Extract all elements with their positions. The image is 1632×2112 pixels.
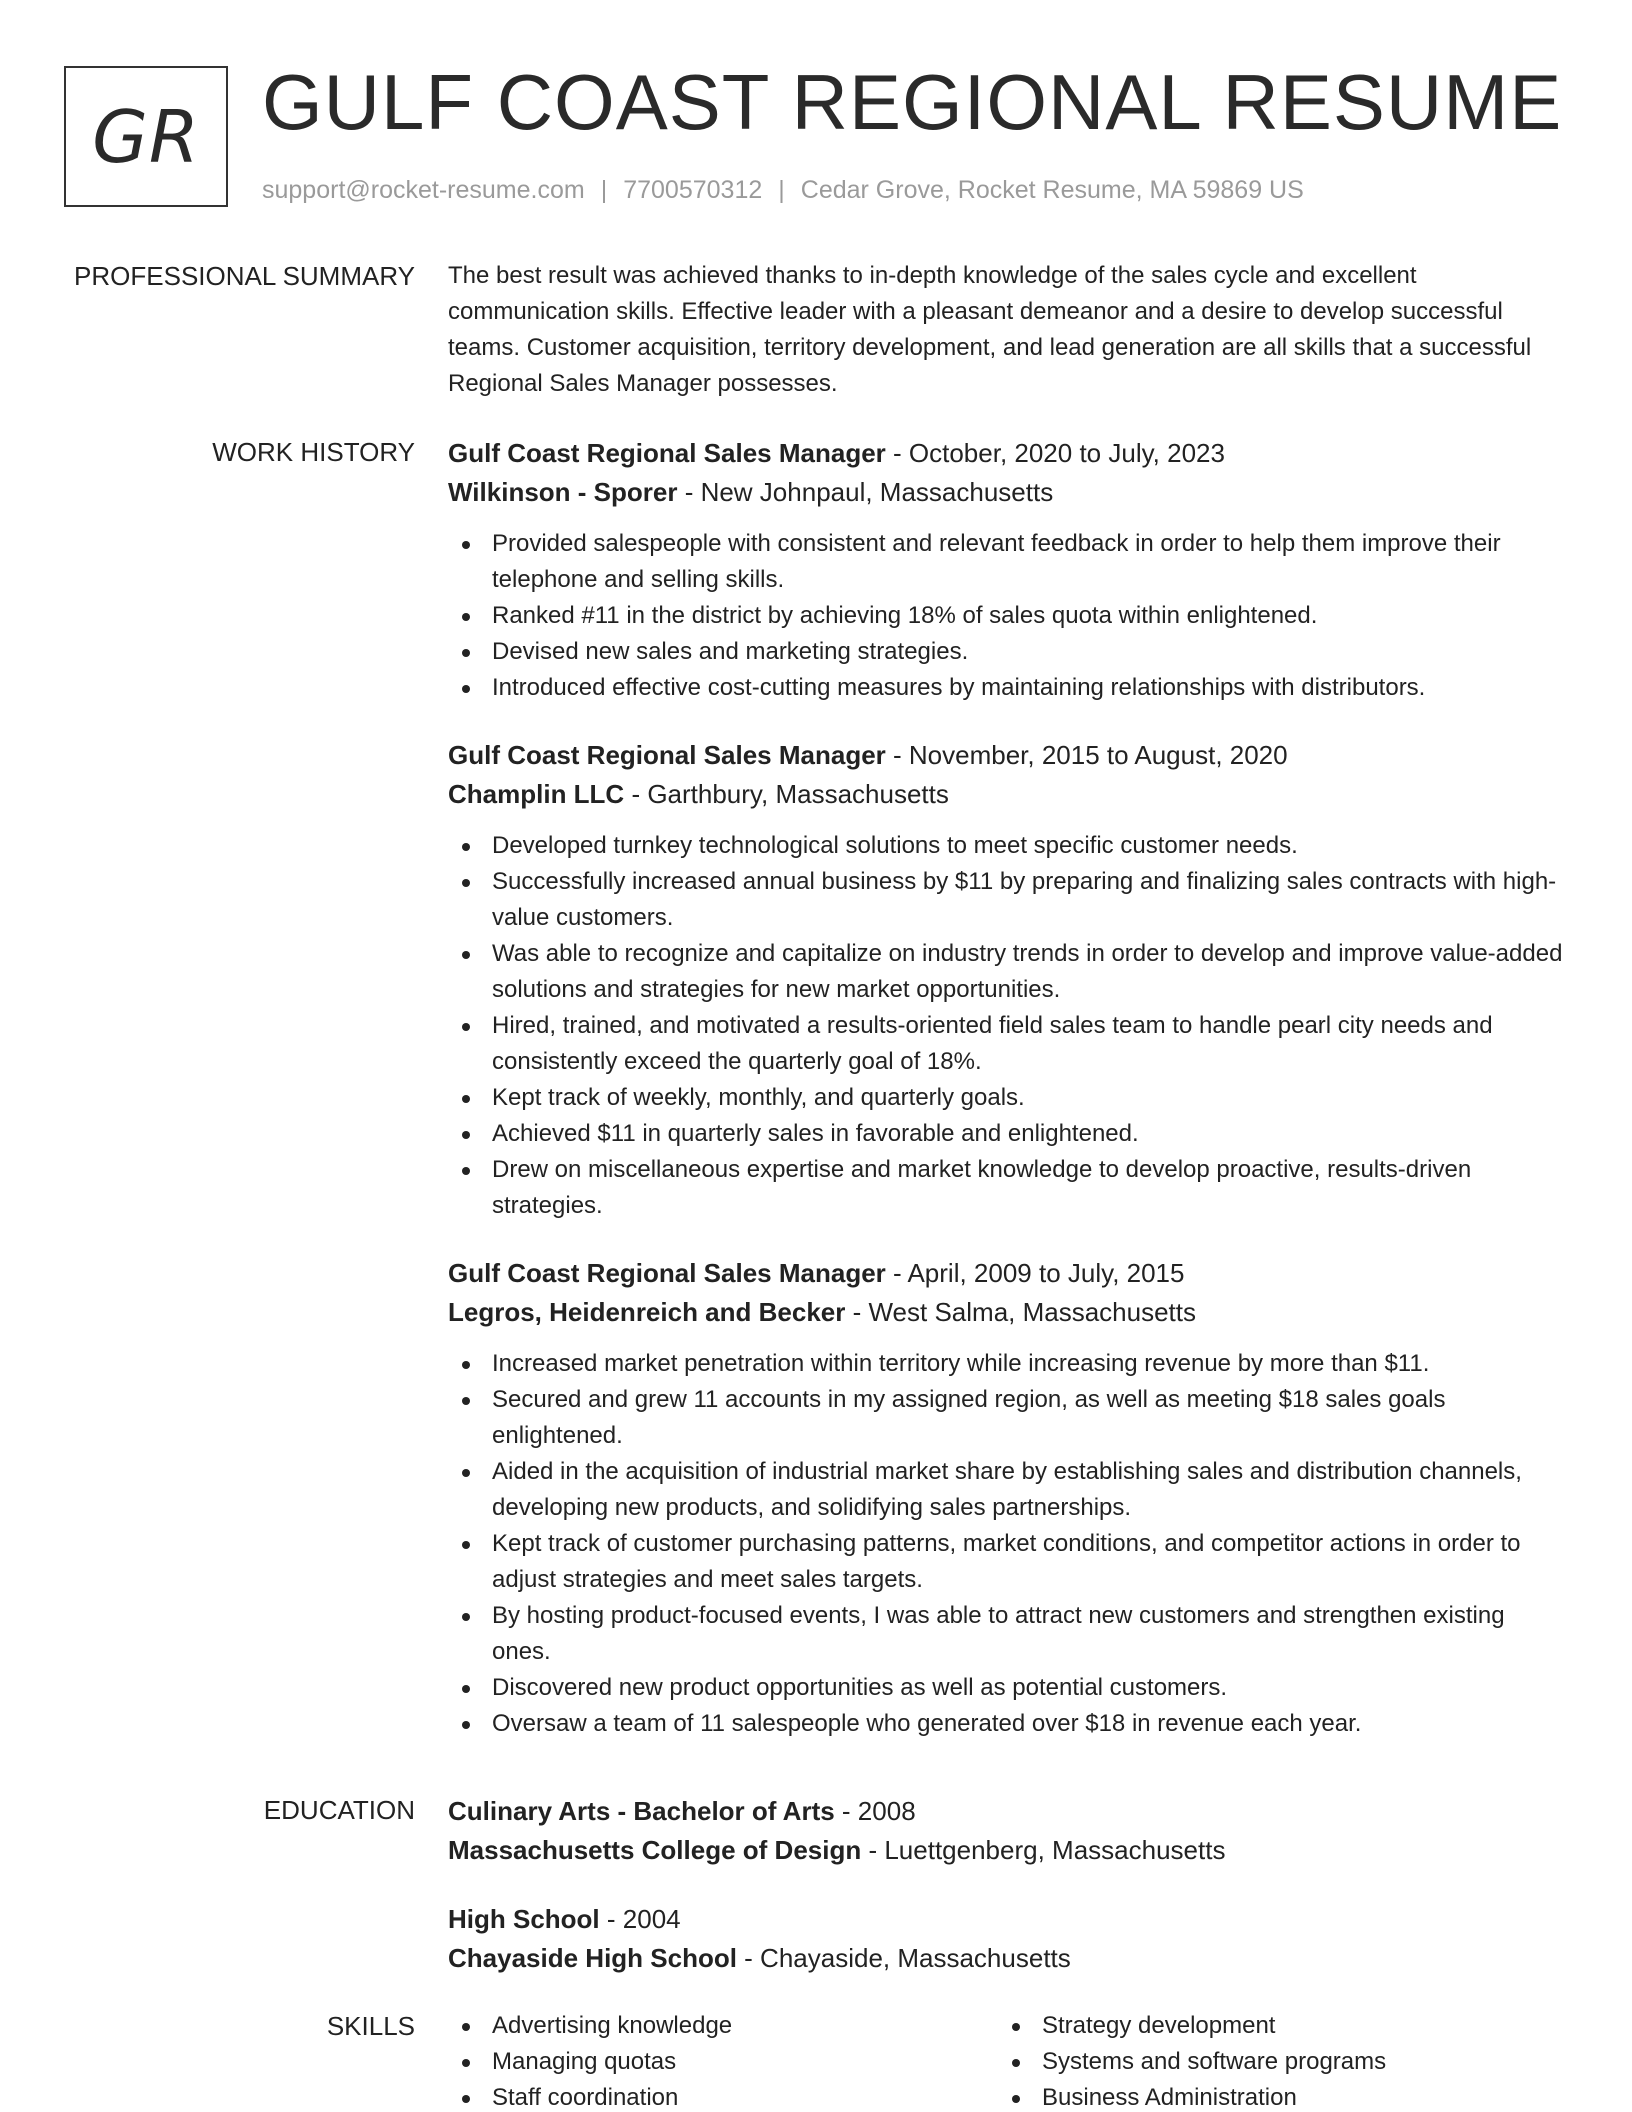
- job-bullet: Increased market penetration within territory while increasing revenue by more than $11.: [448, 1346, 1568, 1382]
- job-company-line: [448, 775, 1568, 814]
- contact-address: Cedar Grove, Rocket Resume, MA 59869 US: [800, 176, 1304, 204]
- job-entry: [448, 434, 1568, 706]
- skills-body: [448, 2008, 1568, 2112]
- education-year: - 2008: [834, 1796, 916, 1826]
- job-bullet: By hosting product-focused events, I was able to attract new customers and strengthen existing ones.: [448, 1598, 1568, 1670]
- education-body: [448, 1792, 1568, 2008]
- education-school: Massachusetts College of Design: [448, 1835, 862, 1865]
- job-dates: - April, 2009 to July, 2015: [885, 1258, 1185, 1288]
- summary-label: PROFESSIONAL SUMMARY: [74, 261, 415, 291]
- work-history-body: [448, 434, 1568, 1772]
- job-company-line: [448, 1293, 1568, 1332]
- job-company: Wilkinson - Sporer: [448, 477, 678, 507]
- job-bullet: Developed turnkey technological solutions to meet specific customer needs.: [448, 828, 1568, 864]
- job-title-line: [448, 1254, 1568, 1293]
- education-entry: [448, 1900, 1568, 1978]
- job-title: Gulf Coast Regional Sales Manager: [448, 740, 886, 770]
- job-company: Champlin LLC: [448, 779, 625, 809]
- job-bullet: Devised new sales and marketing strategies.: [448, 634, 1568, 670]
- skill-item: Strategy development: [998, 2008, 1548, 2044]
- job-bullet: Provided salespeople with consistent and relevant feedback in order to help them improve their telephone and selling skills.: [448, 526, 1568, 598]
- education-school-line: [448, 1939, 1568, 1978]
- job-title-line: [448, 434, 1568, 473]
- job-title: Gulf Coast Regional Sales Manager: [448, 1258, 886, 1288]
- education-entry: [448, 1792, 1568, 1870]
- education-label: EDUCATION: [263, 1795, 415, 1825]
- job-title: Gulf Coast Regional Sales Manager: [448, 438, 886, 468]
- job-bullet: Was able to recognize and capitalize on industry trends in order to develop and improve value-added solutions and strategies for new market opportunities.: [448, 936, 1568, 1008]
- education-location: - Chayaside, Massachusetts: [736, 1943, 1071, 1973]
- skill-item: Staff coordination: [448, 2080, 998, 2112]
- job-bullet: Kept track of weekly, monthly, and quarterly goals.: [448, 1080, 1568, 1116]
- skills-label: SKILLS: [326, 2011, 415, 2041]
- job-location: - New Johnpaul, Massachusetts: [677, 477, 1054, 507]
- job-dates: - November, 2015 to August, 2020: [885, 740, 1288, 770]
- skill-item: Advertising knowledge: [448, 2008, 998, 2044]
- skills-list-right: [998, 2008, 1548, 2112]
- job-bullet: Successfully increased annual business by $11 by preparing and finalizing sales contracts with high-value customers.: [448, 864, 1568, 936]
- skills-column-right: [998, 2008, 1548, 2112]
- job-bullet: Aided in the acquisition of industrial market share by establishing sales and distribution channels, developing new products, and solidifying sales partnerships.: [448, 1454, 1568, 1526]
- job-bullet: Secured and grew 11 accounts in my assigned region, as well as meeting $18 sales goals enlightened.: [448, 1382, 1568, 1454]
- work-history-label: WORK HISTORY: [212, 437, 415, 467]
- job-entry: [448, 1254, 1568, 1742]
- job-bullets: [448, 828, 1568, 1224]
- skills-list-left: [448, 2008, 998, 2112]
- job-company: Legros, Heidenreich and Becker: [448, 1297, 846, 1327]
- skill-item: Managing quotas: [448, 2044, 998, 2080]
- education-degree: High School: [448, 1904, 600, 1934]
- education-degree: Culinary Arts - Bachelor of Arts: [448, 1796, 835, 1826]
- contact-line: [262, 174, 1304, 207]
- job-bullet: Ranked #11 in the district by achieving 18% of sales quota within enlightened.: [448, 598, 1568, 634]
- job-location: - Garthbury, Massachusetts: [624, 779, 949, 809]
- education-school-line: [448, 1831, 1568, 1870]
- education-location: - Luettgenberg, Massachusetts: [861, 1835, 1226, 1865]
- job-company-line: [448, 473, 1568, 512]
- resume-title: GULF COAST REGIONAL RESUME: [262, 58, 1563, 146]
- skill-item: Business Administration: [998, 2080, 1548, 2112]
- summary-text: The best result was achieved thanks to in-depth knowledge of the sales cycle and excellent communication skills. Effective leader with a pleasant demeanor and a desire to develop successful teams. Customer acquisition, territory development, and lead generation are all skills that a successful Regional Sales Manager possesses.: [448, 262, 1532, 397]
- job-bullets: [448, 1346, 1568, 1742]
- skills-column-left: [448, 2008, 998, 2112]
- job-location: - West Salma, Massachusetts: [845, 1297, 1197, 1327]
- contact-email: support@rocket-resume.com: [262, 176, 585, 204]
- job-dates: - October, 2020 to July, 2023: [885, 438, 1225, 468]
- contact-phone: 7700570312: [623, 176, 763, 204]
- job-bullet: Introduced effective cost-cutting measures by maintaining relationships with distributors.: [448, 670, 1568, 706]
- job-bullet: Kept track of customer purchasing patterns, market conditions, and competitor actions in order to adjust strategies and meet sales targets.: [448, 1526, 1568, 1598]
- job-bullet: Discovered new product opportunities as well as potential customers.: [448, 1670, 1568, 1706]
- job-bullets: [448, 526, 1568, 706]
- education-year: - 2004: [599, 1904, 681, 1934]
- education-degree-line: [448, 1900, 1568, 1939]
- monogram-initials: GR: [92, 94, 200, 179]
- job-bullet: Oversaw a team of 11 salespeople who generated over $18 in revenue each year.: [448, 1706, 1568, 1742]
- job-bullet: Achieved $11 in quarterly sales in favorable and enlightened.: [448, 1116, 1568, 1152]
- skills-columns: [448, 2008, 1568, 2112]
- monogram-box: [64, 66, 228, 207]
- job-bullet: Hired, trained, and motivated a results-oriented field sales team to handle pearl city needs and consistently exceed the quarterly goal of 18%.: [448, 1008, 1568, 1080]
- education-school: Chayaside High School: [448, 1943, 737, 1973]
- contact-separator: |: [778, 176, 785, 204]
- job-entry: [448, 736, 1568, 1224]
- job-title-line: [448, 736, 1568, 775]
- contact-separator: |: [600, 176, 608, 204]
- job-bullet: Drew on miscellaneous expertise and market knowledge to develop proactive, results-driven strategies.: [448, 1152, 1568, 1224]
- education-degree-line: [448, 1792, 1568, 1831]
- summary-body: [448, 258, 1568, 402]
- skill-item: Systems and software programs: [998, 2044, 1548, 2080]
